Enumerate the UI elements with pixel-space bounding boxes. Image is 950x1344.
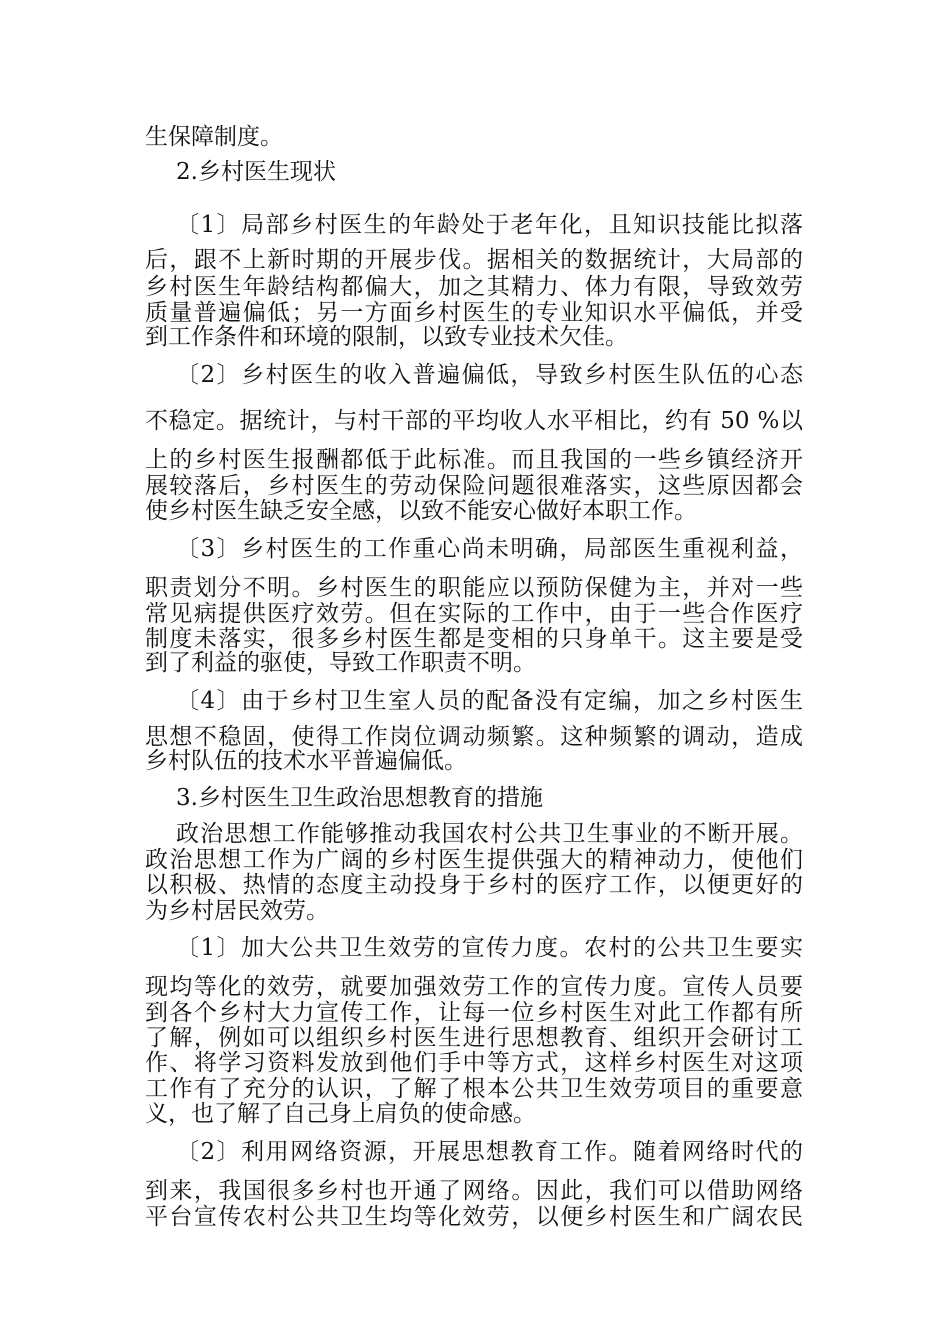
paragraph-line: 思想不稳固，使得工作岗位调动频繁。这种频繁的调动，造成: [145, 724, 803, 750]
paragraph-line: 平台宣传农村公共卫生均等化效劳，以便乡村医生和广阔农民: [145, 1204, 803, 1230]
paragraph-line: 到工作条件和环境的限制，以致专业技术欠佳。: [145, 324, 628, 350]
paragraph-line: 〔4〕由于乡村卫生室人员的配备没有定编，加之乡村医生: [176, 688, 803, 714]
paragraph-line: 使乡村医生缺乏安全感，以致不能安心做好本职工作。: [145, 498, 697, 524]
paragraph-line: 后，跟不上新时期的开展步伐。据相关的数据统计，大局部的: [145, 247, 803, 273]
paragraph-line: 政治思想工作能够推动我国农村公共卫生事业的不断开展。: [176, 821, 803, 847]
section-heading: 2.乡村医生现状: [176, 159, 336, 185]
paragraph-line: 不稳定。据统计，与村干部的平均收人水平相比，约有 50 %以: [145, 408, 803, 434]
paragraph-line: 了解，例如可以组织乡村医生进行思想教育、组织开会研讨工: [145, 1025, 803, 1051]
paragraph-line: 〔2〕利用网络资源，开展思想教育工作。随着网络时代的: [176, 1139, 803, 1165]
paragraph-line: 到各个乡村大力宣传工作，让每一位乡村医生对此工作都有所: [145, 1000, 803, 1026]
paragraph-line: 生保障制度。: [145, 124, 283, 150]
paragraph-line: 展较落后，乡村医生的劳动保险问题很难落实，这些原因都会: [145, 473, 803, 499]
paragraph-line: 现均等化的效劳，就要加强效劳工作的宣传力度。宣传人员要: [145, 974, 803, 1000]
paragraph-line: 乡村医生年龄结构都偏大，加之其精力、体力有限，导致效劳: [145, 274, 803, 300]
paragraph-line: 〔1〕局部乡村医生的年龄处于老年化，且知识技能比拟落: [176, 212, 803, 238]
paragraph-line: 〔3〕乡村医生的工作重心尚未明确，局部医生重视利益，: [176, 536, 803, 562]
paragraph-line: 为乡村居民效劳。: [145, 898, 329, 924]
paragraph-line: 常见病提供医疗效劳。但在实际的工作中，由于一些合作医疗: [145, 601, 803, 627]
paragraph-line: 作、将学习资料发放到他们手中等方式，这样乡村医生对这项: [145, 1050, 803, 1076]
paragraph-line: 到了利益的驱使，导致工作职责不明。: [145, 650, 536, 676]
paragraph-line: 职责划分不明。乡村医生的职能应以预防保健为主，并对一些: [145, 575, 803, 601]
paragraph-line: 制度未落实，很多乡村医生都是变相的只身单干。这主要是受: [145, 626, 803, 652]
paragraph-line: 乡村队伍的技术水平普遍偏低。: [145, 748, 467, 774]
paragraph-line: 〔1〕加大公共卫生效劳的宣传力度。农村的公共卫生要实: [176, 935, 803, 961]
section-heading: 3.乡村医生卫生政治思想教育的措施: [176, 785, 543, 811]
paragraph-line: 到来，我国很多乡村也开通了网络。因此，我们可以借助网络: [145, 1178, 803, 1204]
paragraph-line: 义，也了解了自己身上肩负的使命感。: [145, 1101, 536, 1127]
paragraph-line: 上的乡村医生报酬都低于此标准。而且我国的一些乡镇经济开: [145, 447, 803, 473]
paragraph-line: 政治思想工作为广阔的乡村医生提供强大的精神动力，使他们: [145, 847, 803, 873]
paragraph-line: 工作有了充分的认识，了解了根本公共卫生效劳项目的重要意: [145, 1076, 803, 1102]
paragraph-line: 质量普遍偏低；另一方面乡村医生的专业知识水平偏低，并受: [145, 300, 803, 326]
paragraph-line: 以积极、热情的态度主动投身于乡村的医疗工作，以便更好的: [145, 872, 803, 898]
paragraph-line: 〔2〕乡村医生的收入普遍偏低，导致乡村医生队伍的心态: [176, 362, 803, 388]
